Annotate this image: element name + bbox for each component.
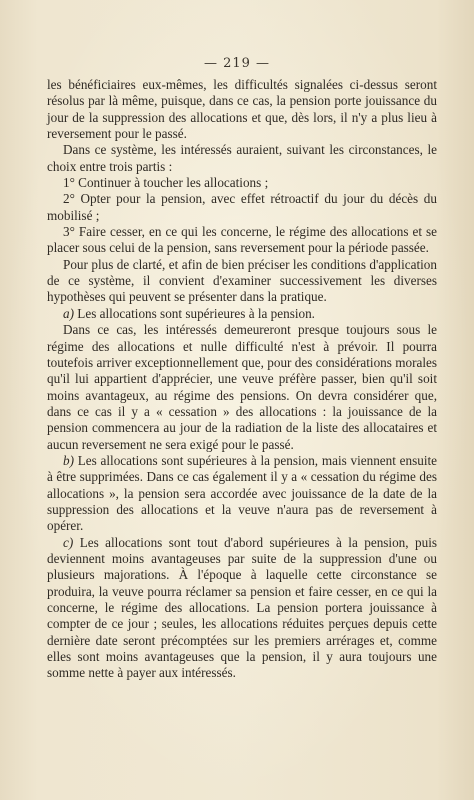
case-b [47, 453, 437, 535]
case-c [47, 535, 437, 682]
case-b-label: b) [63, 452, 74, 468]
case-c-text: Les allocations sont tout d'abord supérieures à la pension, puis deviennent moins avantageuses par suite de la suppression d'une ou plusieurs majorations. À l'époque à laquelle cette circonstance se produira, la veuve pourra réclamer sa pension et faire cesser, en ce qui la concerne, le régime des allocations. La pension portera jouissance à compter de ce jour ; seules, les allocations réduites perçues depuis cette dernière date seront précomptées sur les premiers arrérages et, comme elles sont moins avantageuses que la pension, il y aura toujours une somme nette à payer aux intéressés. [47, 534, 437, 681]
case-a-label: a) [63, 305, 74, 321]
paragraph-clarity: Pour plus de clarté, et afin de bien préciser les conditions d'application de ce système, il convient d'examiner successivement les diverses hypothèses qui peuvent se présenter dans la pratique. [47, 256, 437, 305]
case-a-text: Les allocations sont supérieures à la pension. [77, 305, 315, 321]
paragraph-1: les bénéficiaires eux-mêmes, les difficultés signalées ci-dessus seront résolus par là même, puisque, dans ce cas, la pension porte jouissance du jour de la suppression des allocations et que, dès lors, il n'y a plus lieu à reversement pour le passé. [47, 77, 437, 142]
case-a-details: Dans ce cas, les intéressés demeureront presque toujours sous le régime des allocations et nulle difficulté n'est à prévoir. Il pourra toutefois arriver exceptionnellement que, pour des considérations morales qu'il lui appartient d'apprécier, une veuve préfère passer, bien qu'il soit moins avantageux, au régime des pensions. On devra considérer que, dans ce cas il y a « cessation » des allocations : la jouissance de la pension commencera au jour de la radiation de la liste des allocataires et aucun reversement ne sera exigé pour le passé. [47, 322, 437, 452]
case-a [47, 306, 437, 322]
page-number: — 219 — [203, 56, 271, 71]
option-3: 3° Faire cesser, en ce qui les concerne, le régime des allocations et se placer sous celui de la pension, sans reversement pour la période passée. [47, 224, 437, 256]
paragraph-2: Dans ce système, les intéressés auraient, suivant les circonstances, le choix entre trois partis : [47, 142, 437, 174]
case-b-text: Les allocations sont supérieures à la pension, mais viennent ensuite à être supprimées. Dans ce cas également il y a « cessation du régime des allocations », la pension sera accordée avec jouissance de la date de la suppression des allocations et la veuve n'aura pas de reversement à opérer. [47, 452, 437, 534]
body-text [47, 77, 437, 682]
case-c-label: c) [63, 534, 74, 550]
option-2: 2° Opter pour la pension, avec effet rétroactif du jour du décès du mobilisé ; [47, 191, 437, 223]
option-1: 1° Continuer à toucher les allocations ; [63, 175, 269, 191]
